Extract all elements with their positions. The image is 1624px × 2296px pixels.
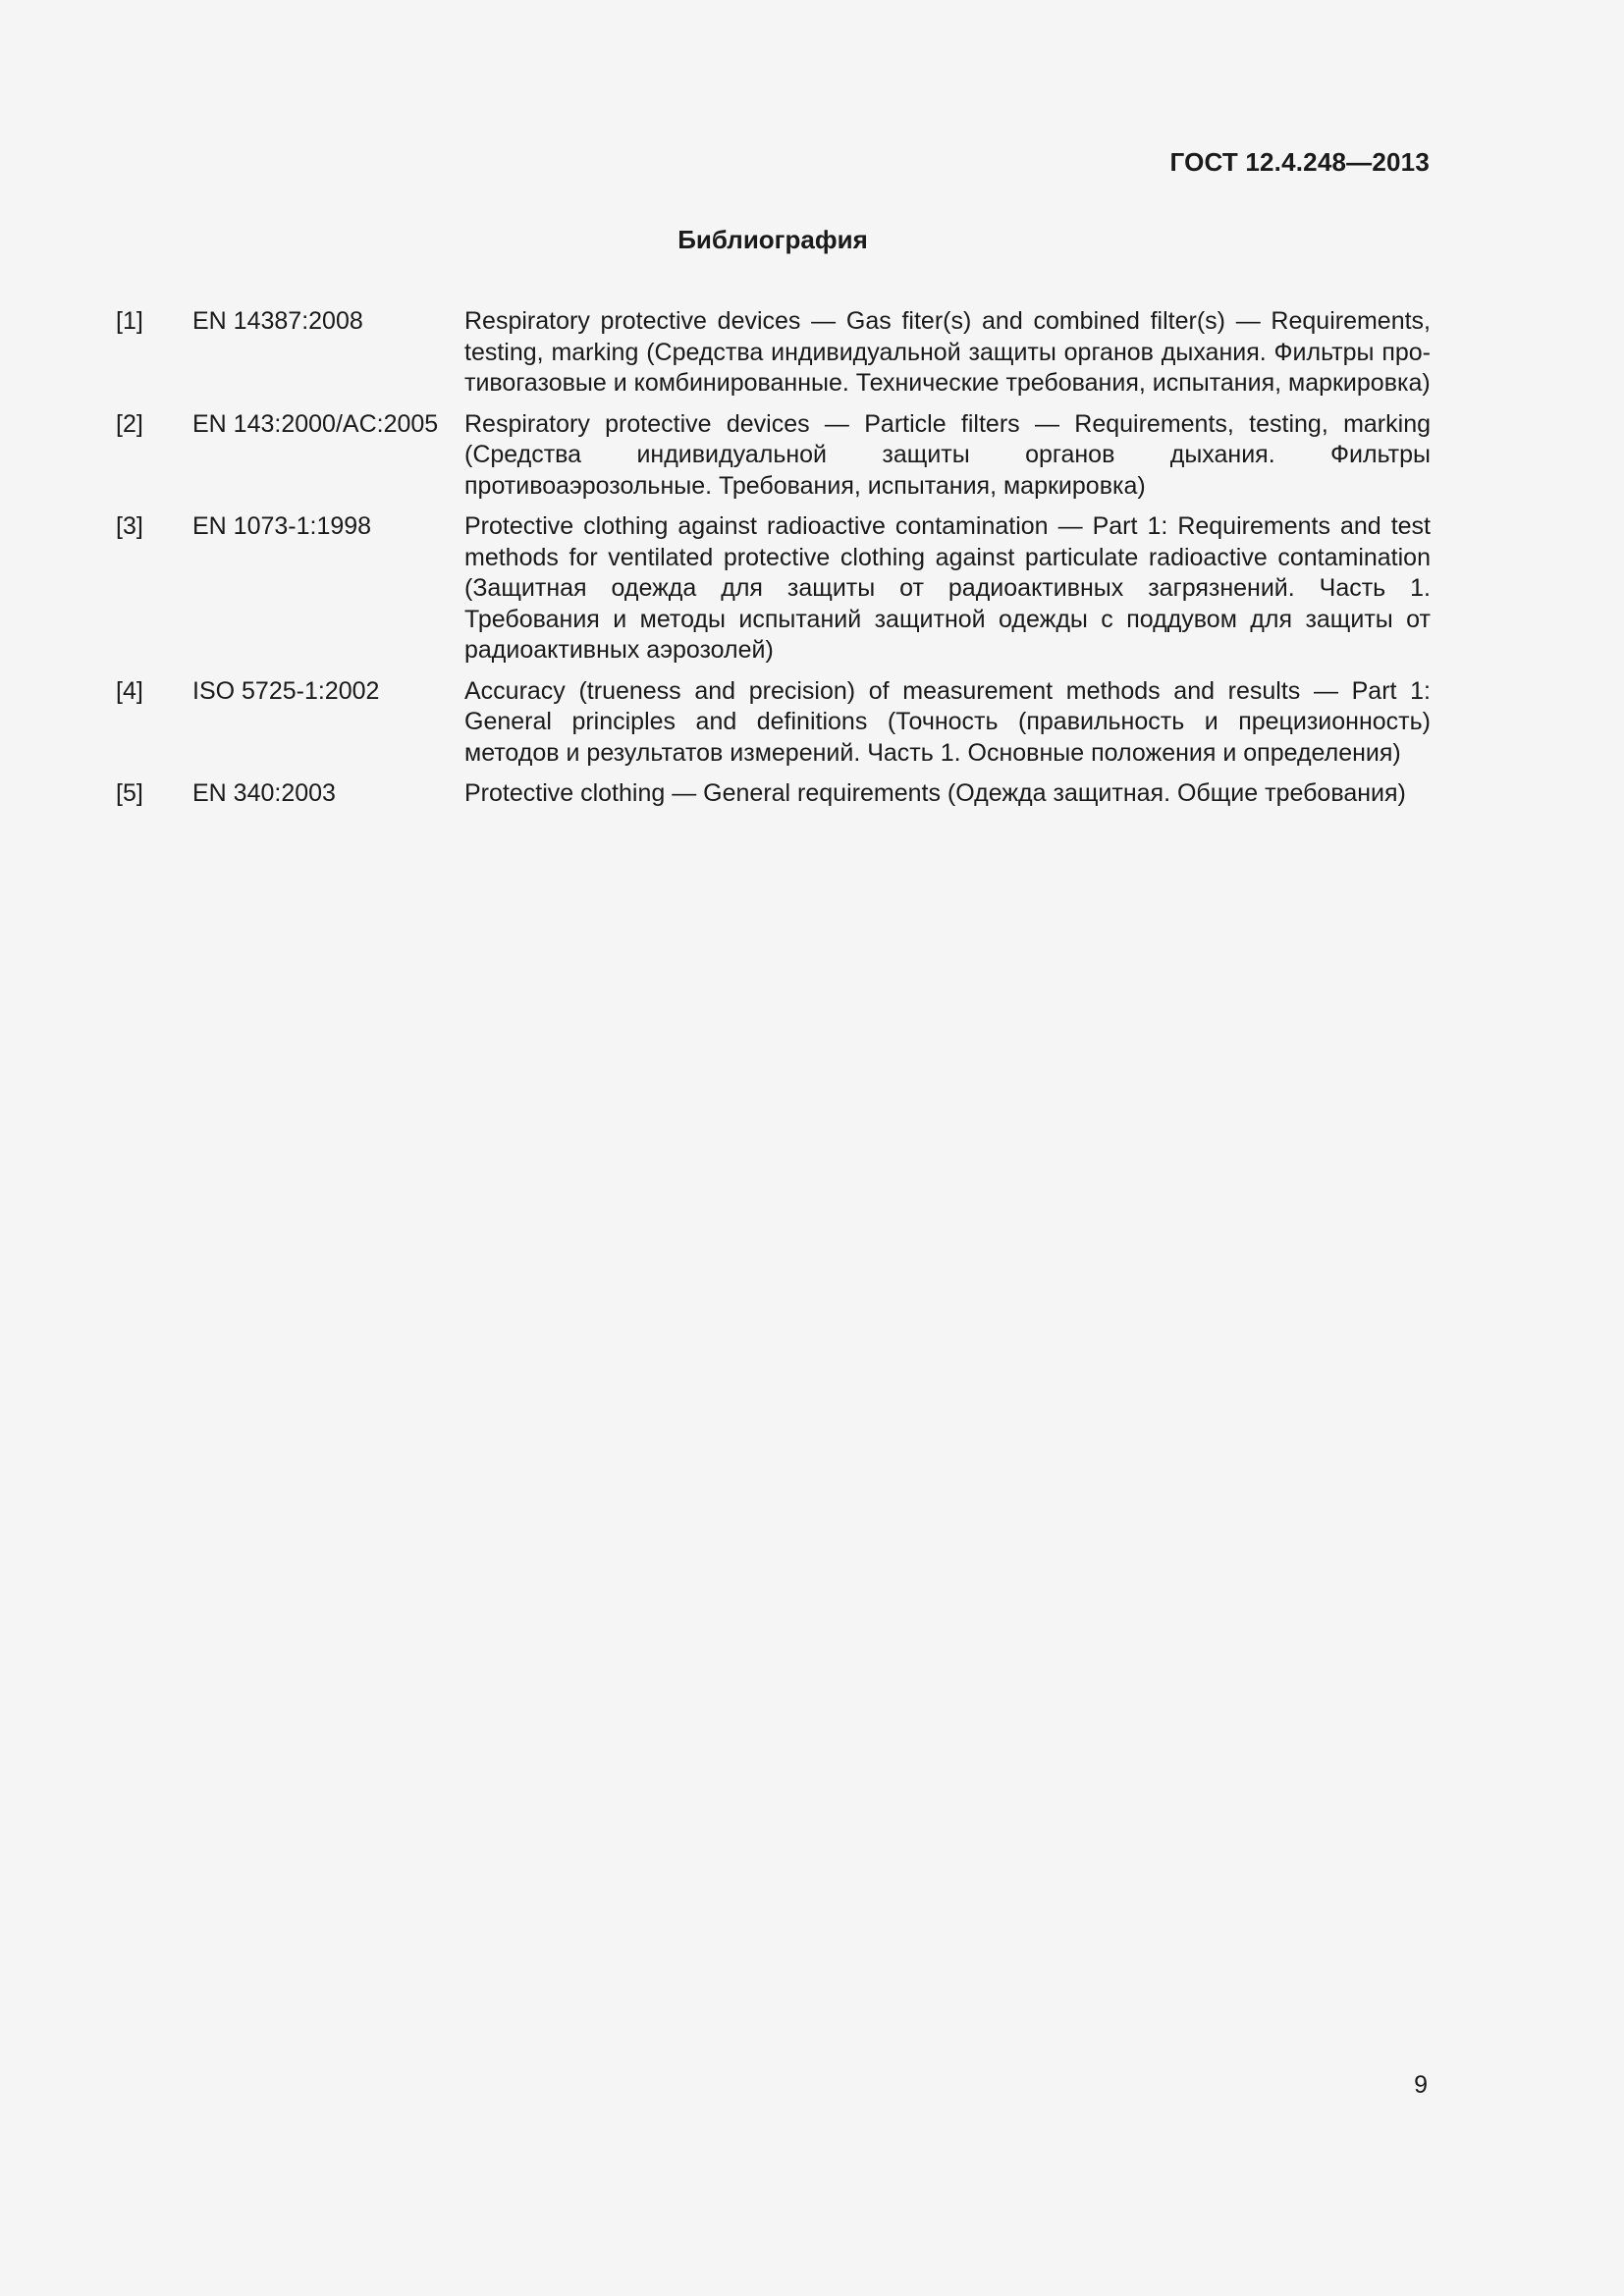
entry-number: [1] — [116, 307, 143, 335]
document-code: ГОСТ 12.4.248—2013 — [1169, 147, 1430, 177]
entry-description: Respiratory protective devices — Particle filters — Requirements, testing, marking (Средства индивидуальной защиты органов дыхания. Фильтры противоаэрозольные. Требования, испытания, маркировка) — [464, 409, 1431, 500]
entry-description: Protective clothing against radioactive contamination — Part 1: Requirements and test methods for ventilated protective clothing against particulate radioactive contamination (Защитная одежда для защиты от радиоактивных загрязнений. Часть 1. Требования и методы испытаний защитной одежды с поддувом для защиты от радиоактивных аэрозолей) — [464, 512, 1431, 664]
section-title: Библиография — [677, 225, 868, 254]
entry-reference: EN 340:2003 — [192, 779, 336, 807]
bibliography-entry — [116, 511, 1431, 667]
page-number: 9 — [1414, 2071, 1428, 2099]
bibliography-entry — [116, 676, 1431, 770]
entry-number: [2] — [116, 409, 143, 438]
entry-number: [5] — [116, 779, 143, 807]
entry-reference: EN 14387:2008 — [192, 307, 363, 335]
entry-description: Respiratory protective devices — Gas fiter(s) and combined filter(s) — Requirements, testing, marking (Средства индивидуальной защиты органов дыхания. Фильтры противогазовые и комбинированные. Технические требования, испытания, маркировка) — [464, 307, 1431, 397]
bibliography-list — [116, 306, 1431, 820]
bibliography-entry — [116, 409, 1431, 503]
entry-description: Protective clothing — General requirements (Одежда защитная. Общие требования) — [464, 779, 1406, 807]
entry-description: Accuracy (trueness and precision) of measurement methods and results — Part 1: General principles and definitions (Точность (правильность и прецизионность) методов и результатов измерений. Часть 1. Основные положения и определения) — [464, 676, 1431, 767]
bibliography-entry — [116, 306, 1431, 400]
entry-reference: EN 143:2000/AC:2005 — [192, 409, 439, 438]
entry-reference: EN 1073-1:1998 — [192, 512, 372, 540]
entry-number: [4] — [116, 676, 143, 705]
bibliography-entry — [116, 778, 1431, 810]
entry-number: [3] — [116, 512, 143, 540]
entry-reference: ISO 5725-1:2002 — [192, 676, 380, 705]
